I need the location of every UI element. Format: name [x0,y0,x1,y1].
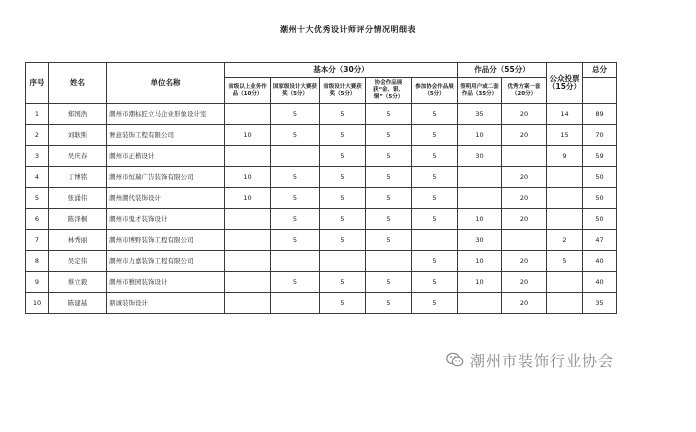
cell-score [225,209,271,230]
cell-score: 10 [225,167,271,188]
cell-works [502,146,547,167]
cell-works: 30 [458,230,502,251]
cell-works: 10 [458,209,502,230]
cell-score: 5 [412,146,458,167]
cell-total: 70 [583,125,617,146]
cell-score: 5 [412,188,458,209]
cell-score: 5 [271,104,320,125]
wechat-icon [446,352,464,368]
cell-total: 50 [583,209,617,230]
cell-score: 5 [366,272,412,293]
cell-works: 20 [502,167,547,188]
header-basic-sub: 参加协会作品展（5分） [412,78,458,104]
cell-no: 2 [26,125,49,146]
cell-works [458,167,502,188]
header-no: 序号 [26,63,49,104]
cell-works: 10 [458,125,502,146]
table-row [26,104,617,125]
cell-works [458,188,502,209]
cell-total: 89 [583,104,617,125]
table-row [26,125,617,146]
cell-no: 5 [26,188,49,209]
cell-score: 5 [366,188,412,209]
cell-score: 5 [320,230,366,251]
header-name: 姓名 [49,63,107,104]
cell-unit: 潮州潮代装饰设计 [107,188,225,209]
cell-score: 5 [320,167,366,188]
cell-name: 林秀丽 [49,230,107,251]
cell-score [225,272,271,293]
cell-no: 1 [26,104,49,125]
cell-name: 陈泽桐 [49,209,107,230]
cell-no: 7 [26,230,49,251]
cell-score: 5 [366,293,412,314]
wechat-watermark [446,350,614,370]
cell-works: 35 [458,104,502,125]
cell-score: 5 [366,230,412,251]
cell-score [225,230,271,251]
table-row [26,188,617,209]
score-table [25,62,617,314]
cell-works: 20 [502,251,547,272]
cell-total: 59 [583,146,617,167]
cell-no: 9 [26,272,49,293]
cell-score: 5 [366,209,412,230]
cell-vote [547,167,583,188]
cell-name: 刘耿斯 [49,125,107,146]
cell-unit: 潮州市博野装饰工程有限公司 [107,230,225,251]
cell-works: 20 [502,272,547,293]
cell-unit: 潮州市正楷设计 [107,146,225,167]
header-basic-sub: 省级以上业务作品（10分） [225,78,271,104]
cell-vote: 5 [547,251,583,272]
cell-score: 5 [412,293,458,314]
cell-no: 6 [26,209,49,230]
cell-no: 10 [26,293,49,314]
cell-score: 10 [225,188,271,209]
cell-score: 5 [366,104,412,125]
cell-score: 5 [320,293,366,314]
cell-score: 5 [320,104,366,125]
header-total: 总分 [583,63,617,78]
cell-vote [547,293,583,314]
table-row [26,209,617,230]
table-row [26,251,617,272]
cell-score: 5 [320,209,366,230]
cell-score: 5 [412,251,458,272]
cell-no: 4 [26,167,49,188]
cell-works: 30 [458,146,502,167]
cell-total: 40 [583,272,617,293]
cell-total: 40 [583,251,617,272]
cell-vote [547,188,583,209]
cell-unit: 潮州市恒瑞广告装饰有限公司 [107,167,225,188]
cell-vote: 2 [547,230,583,251]
cell-score: 5 [320,272,366,293]
cell-works: 10 [458,251,502,272]
cell-score: 5 [366,125,412,146]
cell-score [366,251,412,272]
cell-score: 5 [271,230,320,251]
cell-works: 20 [502,188,547,209]
table-row [26,293,617,314]
cell-name: 蔡立毅 [49,272,107,293]
cell-score [271,251,320,272]
cell-score: 10 [225,125,271,146]
cell-total: 50 [583,167,617,188]
cell-score: 5 [271,272,320,293]
table-row [26,230,617,251]
cell-score: 5 [366,146,412,167]
cell-score: 5 [412,125,458,146]
header-row-1 [26,63,617,78]
cell-unit: 鼎诚装饰设计 [107,293,225,314]
cell-name: 郑国浩 [49,104,107,125]
cell-name: 吴定伟 [49,251,107,272]
cell-score [271,293,320,314]
cell-vote: 14 [547,104,583,125]
header-basic-sub: 省级设计大赛获奖（5分） [320,78,366,104]
cell-unit: 奢意装饰工程有限公司 [107,125,225,146]
cell-score [225,293,271,314]
cell-score: 5 [412,272,458,293]
cell-works: 20 [502,293,547,314]
cell-score: 5 [271,188,320,209]
cell-score [225,251,271,272]
cell-score [225,104,271,125]
cell-name: 陈建基 [49,293,107,314]
cell-score [412,230,458,251]
cell-vote: 9 [547,146,583,167]
cell-score [225,146,271,167]
cell-score [271,146,320,167]
cell-unit: 潮州市潮标匠立马企业形象设计室 [107,104,225,125]
cell-score: 5 [412,167,458,188]
header-total-blank [583,78,617,104]
cell-score: 5 [320,188,366,209]
header-unit: 单位名称 [107,63,225,104]
cell-no: 8 [26,251,49,272]
table-row [26,272,617,293]
cell-unit: 潮州市雅园装饰设计 [107,272,225,293]
cell-total: 50 [583,188,617,209]
cell-name: 吴庆春 [49,146,107,167]
cell-vote [547,272,583,293]
cell-vote [547,209,583,230]
header-vote: 公众投票（15分） [547,63,583,104]
cell-works: 10 [458,272,502,293]
cell-unit: 潮州市鬼才装饰设计 [107,209,225,230]
cell-vote: 15 [547,125,583,146]
cell-name: 丁博铭 [49,167,107,188]
table-row [26,167,617,188]
header-basic-sub: 协会作品展获“金、银、铜”（5分） [366,78,412,104]
cell-total: 35 [583,293,617,314]
header-works-sub: 优秀方案一套（20分） [502,78,547,104]
cell-works: 20 [502,104,547,125]
header-works-group: 作品分（55分） [458,63,547,78]
cell-score: 5 [320,146,366,167]
cell-works: 20 [502,125,547,146]
header-basic-sub: 国家级设计大赛获奖（5分） [271,78,320,104]
cell-score [320,251,366,272]
cell-no: 3 [26,146,49,167]
cell-name: 张涌伟 [49,188,107,209]
cell-score: 5 [271,167,320,188]
cell-works [502,230,547,251]
header-works-sub: 签明用户或二套作品（35分） [458,78,502,104]
cell-score: 5 [366,167,412,188]
cell-unit: 潮州市力嘉装饰工程有限公司 [107,251,225,272]
cell-score: 5 [320,125,366,146]
cell-score: 5 [412,209,458,230]
cell-score: 5 [271,209,320,230]
document-title: 潮州十大优秀设计师评分情况明细表 [280,25,416,34]
cell-works [458,293,502,314]
cell-total: 47 [583,230,617,251]
cell-score: 5 [271,125,320,146]
watermark-text: 潮州市装饰行业协会 [470,351,615,370]
cell-works: 20 [502,209,547,230]
table-row [26,146,617,167]
cell-score: 5 [412,104,458,125]
header-basic-group: 基本分（30分） [225,63,458,78]
